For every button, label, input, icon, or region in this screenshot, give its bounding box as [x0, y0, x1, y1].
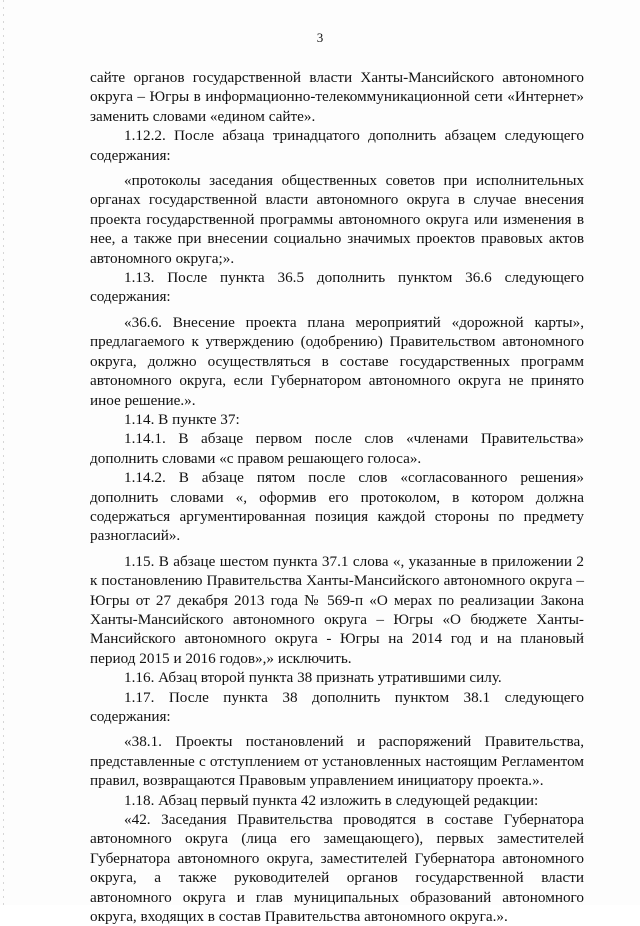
- paragraph-1-18: 1.18. Абзац первый пункта 42 изложить в следующей редакции:: [124, 791, 539, 809]
- paragraph-1-16: 1.16. Абзац второй пункта 38 признать утратившими силу.: [124, 669, 502, 687]
- paragraph-1-12-2: 1.12.2. После абзаца тринадцатого дополнить абзацем следующего содержания:: [90, 127, 584, 164]
- paragraph-42-quote: «42. Заседания Правительства проводятся в составе Губернатора автономного округа (лица его замещающего), первых заместителей Губернатора автономного округа, заместителей Губернатора автономного округа, а также руководителей органов государственной власти автономного округа и глав муниципальных образований автономного округа, входящих в состав Правительства автономного округа.».: [90, 811, 584, 926]
- paragraph-1-15: 1.15. В абзаце шестом пункта 37.1 слова «, указанные в приложении 2 к постановлению Правительства Ханты-Мансийского автономного округа – Югры от 27 декабря 2013 года № 569-п «О мерах по реализации Закона Ханты-Мансийского автономного округа – Югры «О бюджете Ханты-Мансийского автономного округа - Югры на 2014 год и на плановый период 2015 и 2016 годов»,» исключить.: [90, 552, 584, 667]
- document-body: [90, 68, 584, 926]
- scan-edge: [3, 0, 4, 905]
- paragraph-38-1-quote: «38.1. Проекты постановлений и распоряжений Правительства, представленные с отступлением от установленных настоящим Регламентом правил, возвращаются Правовым управлением инициатору проекта.».: [90, 733, 584, 790]
- paragraph-protocols-quote: «протоколы заседания общественных советов при исполнительных органах государственной власти автономного округа в случае внесения проекта государственной программы автономного округа или изменения в нее, а также при внесении социально значимых проектов правовых актов автономного округа;».: [90, 172, 584, 267]
- paragraph-1-14-1: 1.14.1. В абзаце первом после слов «членами Правительства» дополнить словами «с правом решающего голоса».: [90, 430, 584, 467]
- paragraph-36-6-quote: «36.6. Внесение проекта плана мероприятий «дорожной карты», предлагаемого к утверждению (одобрению) Правительством автономного округа, должно осуществляться в составе государственных программ автономного округа, если Губернатором автономного округа не принято иное решение.».: [90, 313, 584, 409]
- paragraph-1-17: 1.17. После пункта 38 дополнить пунктом 38.1 следующего содержания:: [90, 688, 584, 725]
- paragraph-1-13: 1.13. После пункта 36.5 дополнить пунктом 36.6 следующего содержания:: [90, 269, 584, 306]
- paragraph-1-14: 1.14. В пункте 37:: [124, 410, 240, 428]
- page-number: 3: [316, 30, 324, 45]
- paragraph-website-replacement: сайте органов государственной власти Ханты-Мансийского автономного округа – Югры в информационно-телекоммуникационной сети «Интернет» заменить словами «едином сайте».: [90, 69, 584, 125]
- paragraph-1-14-2: 1.14.2. В абзаце пятом после слов «согласованного решения» дополнить словами «, оформив его протоколом, в котором должна содержаться аргументированная позиция каждой стороны по предмету разногласий».: [90, 469, 584, 545]
